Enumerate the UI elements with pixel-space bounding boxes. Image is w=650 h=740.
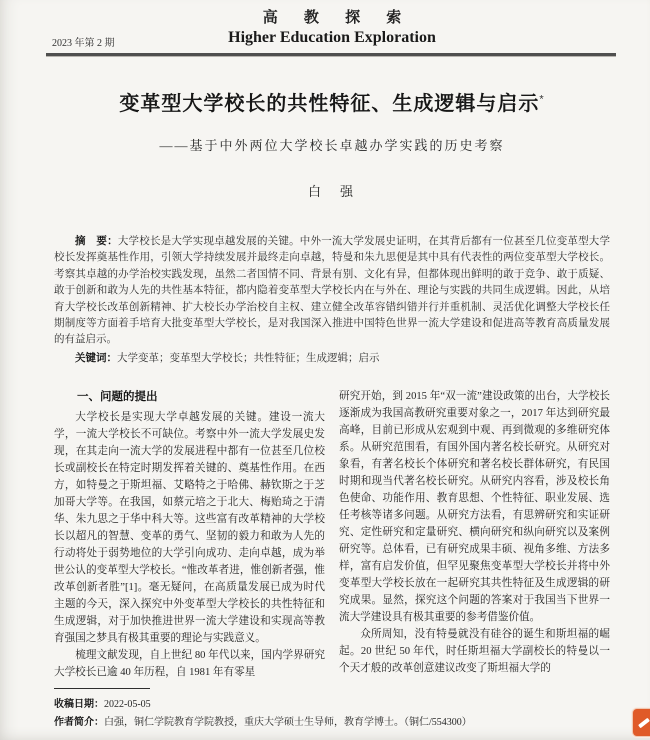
received-date-label: 收稿日期： xyxy=(54,699,104,710)
author-bio-line xyxy=(54,714,610,732)
section-1-heading: 一、问题的提出 xyxy=(77,391,158,404)
article-body xyxy=(54,388,610,710)
journal-title-chinese: 高 教 探 索 xyxy=(262,9,413,26)
article-title-text: 变革型大学校长的共性特征、生成逻辑与启示 xyxy=(119,93,540,115)
abstract-label: 摘 要： xyxy=(75,235,118,247)
footnote-block xyxy=(54,688,610,732)
right-column-paragraph-1: 研究开始，到 2015 年“双一流”建设政策的出台，大学校长逐渐成为我国高教研究重要对象之一，2017 年达到研究最高峰，目前已形成从宏观到中观、再到微观的多维研究体系。从研究范围看，有国外国内著名校长研究。从研究对象看，有著名校长个体研究和著名校长群体研究，有民国时期和现当代著名校长研究。从研究内容看，涉及校长角色使命、功能作用、教育思想、个性特征、职业发展、选任考核等诸多问题。从研究方法看，有思辨研究和实证研究、定性研究和定量研究、横向研究和纵向研究以及案例研究等。总体看，已有研究成果丰硕、视角多维、方法多样，富有启发价值，但罕见聚焦变革型大学校长并将中外变革型大学校长放在一起研究其共性特征及生成逻辑的研究成果。显然，探究这个问题的答案对于我国当下世界一流大学建设具有极其重要的参考借鉴价值。 xyxy=(339,391,610,624)
left-column-paragraph-2: 梳理文献发现，自上世纪 80 年代以来，国内学界研究大学校长已逾 40 年历程，自 1981 年有零星 xyxy=(54,650,325,679)
article-subtitle: ——基于中外两位大学校长卓越办学实践的历史考察 xyxy=(159,138,505,153)
corner-badge-icon[interactable] xyxy=(632,708,650,737)
body-left-column xyxy=(54,388,325,710)
author-name: 白 强 xyxy=(307,184,356,199)
left-column-paragraph-1: 大学校长是实现大学卓越发展的关键。建设一流大学，一流大学校长不可缺位。考察中外一流大学发展史发现，在其走向一流大学的发展进程中都有一位甚至几位校长或副校长在特定时期发挥着关键的、奠基性作用。在西方，如特曼之于斯坦福、艾略特之于哈佛、赫钦斯之于芝加哥大学等。在我国，如蔡元培之于北大、梅贻琦之于清华、朱九思之于华中科大等。这些富有改革精神的大学校长以超凡的智慧、变革的勇气、坚韧的毅力和敢为人先的行动将处于弱势地位的大学引向成功、走向卓越，成为举世公认的变革型大学校长。“惟改革者进，惟创新者强，惟改革创新者胜”[1]。毫无疑问，在高质量发展已成为时代主题的今天，深入探究中外变革型大学校长的共性特征和生成逻辑，对于加快推进世界一流大学建设和实现高等教育强国之梦具有极其重要的理论与实践意义。 xyxy=(54,412,325,645)
journal-header xyxy=(54,6,610,57)
right-column-paragraph-2: 众所周知，没有特曼就没有硅谷的诞生和斯坦福的崛起。20 世纪 50 年代，时任斯坦福大学副校长的特曼以一个天才般的改革创意建议改变了斯坦福大学的 xyxy=(339,629,610,675)
journal-header-row xyxy=(54,29,610,50)
keywords-text: 大学变革；变革型大学校长；共性特征；生成逻辑；启示 xyxy=(117,352,380,364)
received-date-value: 2022-05-05 xyxy=(104,699,151,710)
header-divider-rule xyxy=(46,53,616,57)
journal-title-english: Higher Education Exploration xyxy=(228,29,436,46)
title-footnote-asterisk: * xyxy=(539,93,545,106)
received-date-line xyxy=(54,696,610,714)
body-right-column xyxy=(339,388,610,710)
author-bio-label: 作者简介： xyxy=(54,717,104,728)
author-bio-text: 白强，铜仁学院教育学院教授，重庆大学硕士生导师，教育学博士。（铜仁/554300） xyxy=(104,717,472,728)
badge-slash-glyph xyxy=(638,717,650,728)
journal-issue: 2023 年第 2 期 xyxy=(52,38,115,49)
abstract-text: 大学校长是大学实现卓越发展的关键。中外一流大学发展史证明，在其背后都有一位甚至几位变革型大学校长发挥奠基性作用，引领大学持续发展并最终走向卓越，特曼和朱九思便是其中具有代表性的两位变革型大学校长。考察其卓越的办学治校实践发现，虽然二者国情不同、背景有别、文化有异，但都体现出鲜明的敢于竞争、敢于质疑、敢于创新和敢为人先的共性基本特征，都内隐着变革型大学校长内在与外在、理论与实践的共同生成逻辑。因此，从培育大学校长改革创新精神、扩大校长办学治校自主权、建立健全改革容错纠错并行并重机制、灵活优化调整大学校长任期制度等方面着手培育大批变革型大学校长，是对我国深入推进中国特色世界一流大学建设和促进高等教育高质量发展的有益启示。 xyxy=(54,236,611,346)
keywords-line xyxy=(54,350,610,367)
keywords-label: 关键词： xyxy=(75,351,117,364)
footnote-separator xyxy=(54,688,150,689)
abstract-paragraph xyxy=(54,233,610,349)
article-title xyxy=(54,87,610,116)
